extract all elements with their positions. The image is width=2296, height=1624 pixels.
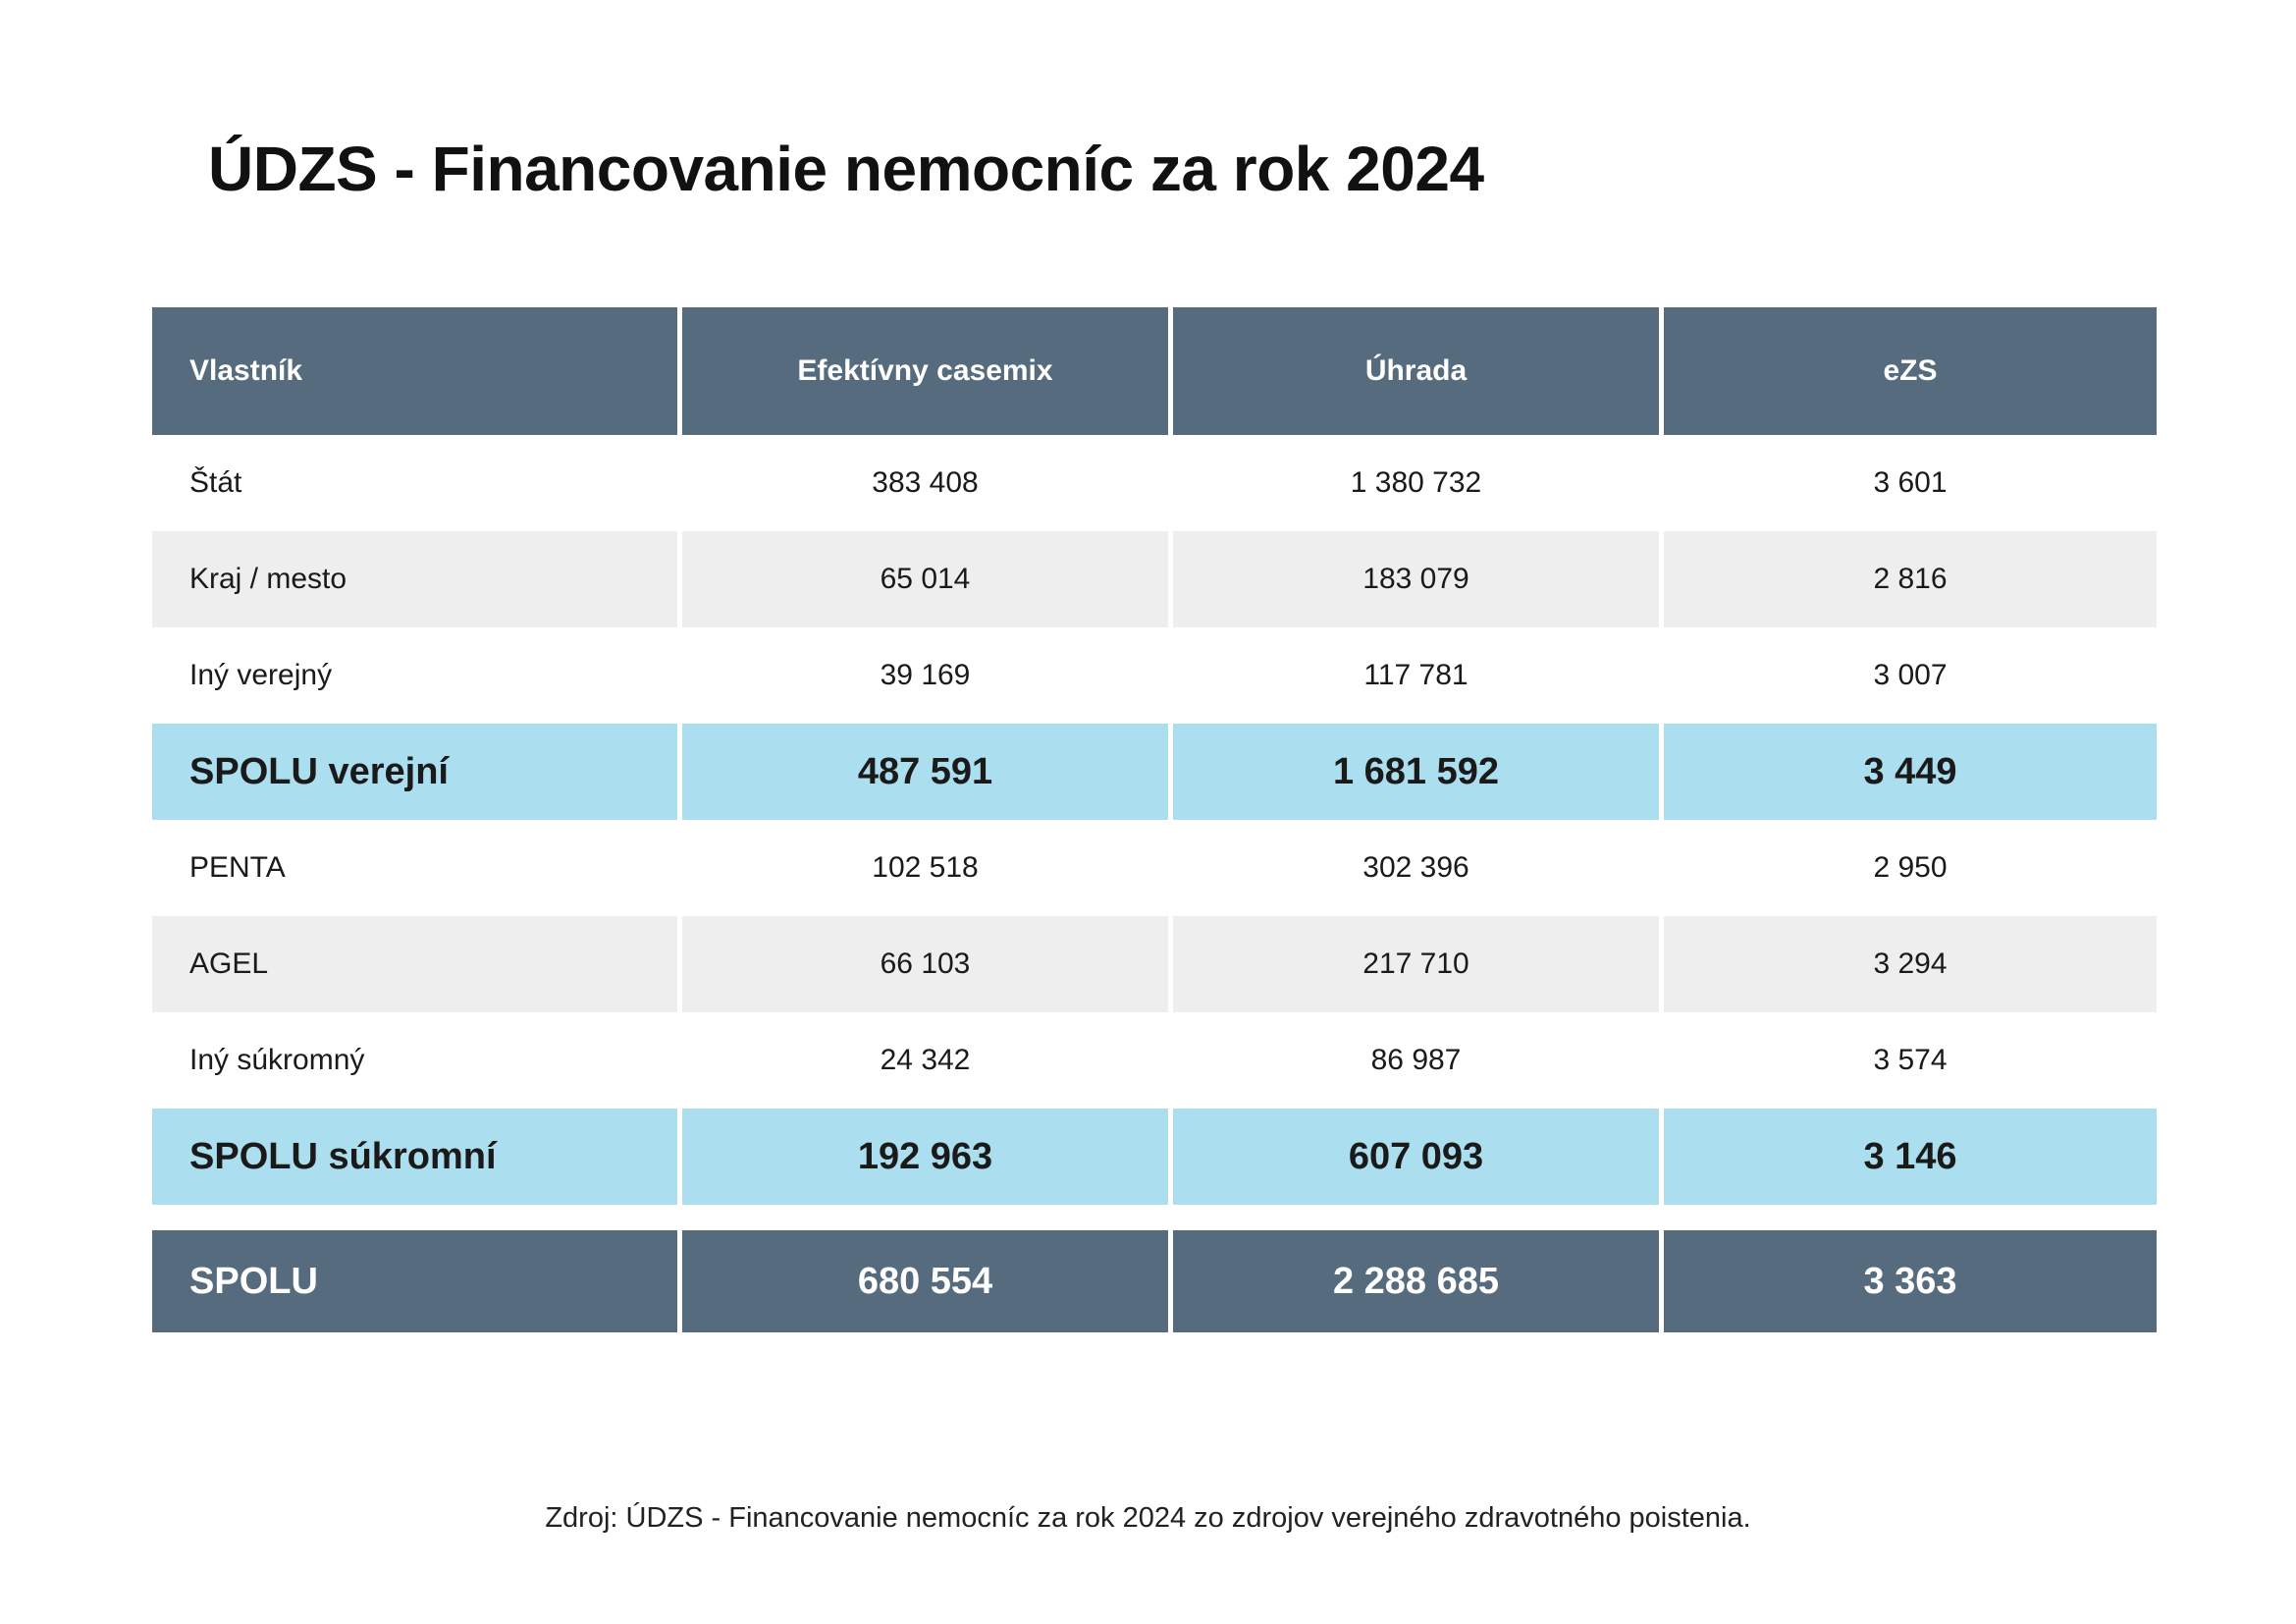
table-row — [152, 1012, 2157, 1109]
table-row-subtotal-public — [152, 724, 2157, 820]
table-row — [152, 531, 2157, 627]
cell-ezs: 3 146 — [1664, 1109, 2157, 1205]
table-row — [152, 435, 2157, 531]
cell-payment: 607 093 — [1173, 1109, 1664, 1205]
column-header-casemix: Efektívny casemix — [682, 307, 1173, 435]
spacer-cell — [152, 1205, 2157, 1230]
cell-ezs: 2 816 — [1664, 531, 2157, 627]
table-row — [152, 627, 2157, 724]
cell-casemix: 66 103 — [682, 916, 1173, 1012]
table-row-subtotal-private — [152, 1109, 2157, 1205]
table-row-total — [152, 1230, 2157, 1332]
cell-casemix: 680 554 — [682, 1230, 1173, 1332]
cell-owner: Kraj / mesto — [152, 531, 682, 627]
cell-casemix: 192 963 — [682, 1109, 1173, 1205]
cell-payment: 1 380 732 — [1173, 435, 1664, 531]
cell-payment: 217 710 — [1173, 916, 1664, 1012]
cell-owner: SPOLU verejní — [152, 724, 682, 820]
table-row — [152, 820, 2157, 916]
cell-ezs: 3 007 — [1664, 627, 2157, 724]
cell-payment: 2 288 685 — [1173, 1230, 1664, 1332]
column-header-ezs: eZS — [1664, 307, 2157, 435]
cell-payment: 302 396 — [1173, 820, 1664, 916]
financing-table-container — [152, 307, 2157, 1332]
cell-payment: 183 079 — [1173, 531, 1664, 627]
cell-ezs: 3 363 — [1664, 1230, 2157, 1332]
table-header — [152, 307, 2157, 435]
table-row-spacer — [152, 1205, 2157, 1230]
financing-table — [152, 307, 2157, 1332]
cell-ezs: 2 950 — [1664, 820, 2157, 916]
page-title: ÚDZS - Financovanie nemocníc za rok 2024 — [208, 134, 1484, 204]
cell-owner: PENTA — [152, 820, 682, 916]
cell-casemix: 65 014 — [682, 531, 1173, 627]
cell-casemix: 383 408 — [682, 435, 1173, 531]
cell-owner: AGEL — [152, 916, 682, 1012]
cell-owner: Iný verejný — [152, 627, 682, 724]
cell-casemix: 487 591 — [682, 724, 1173, 820]
column-header-payment: Úhrada — [1173, 307, 1664, 435]
source-note: Zdroj: ÚDZS - Financovanie nemocníc za rok 2024 zo zdrojov verejného zdravotného poistenia. — [545, 1502, 1751, 1534]
cell-ezs: 3 294 — [1664, 916, 2157, 1012]
cell-casemix: 24 342 — [682, 1012, 1173, 1109]
cell-casemix: 39 169 — [682, 627, 1173, 724]
table-row — [152, 916, 2157, 1012]
column-header-owner: Vlastník — [152, 307, 682, 435]
cell-owner: SPOLU súkromní — [152, 1109, 682, 1205]
cell-payment: 117 781 — [1173, 627, 1664, 724]
cell-ezs: 3 601 — [1664, 435, 2157, 531]
cell-owner: Iný súkromný — [152, 1012, 682, 1109]
cell-casemix: 102 518 — [682, 820, 1173, 916]
cell-payment: 1 681 592 — [1173, 724, 1664, 820]
cell-ezs: 3 449 — [1664, 724, 2157, 820]
cell-ezs: 3 574 — [1664, 1012, 2157, 1109]
table-body — [152, 435, 2157, 1332]
cell-owner: Štát — [152, 435, 682, 531]
cell-payment: 86 987 — [1173, 1012, 1664, 1109]
table-header-row — [152, 307, 2157, 435]
cell-owner: SPOLU — [152, 1230, 682, 1332]
